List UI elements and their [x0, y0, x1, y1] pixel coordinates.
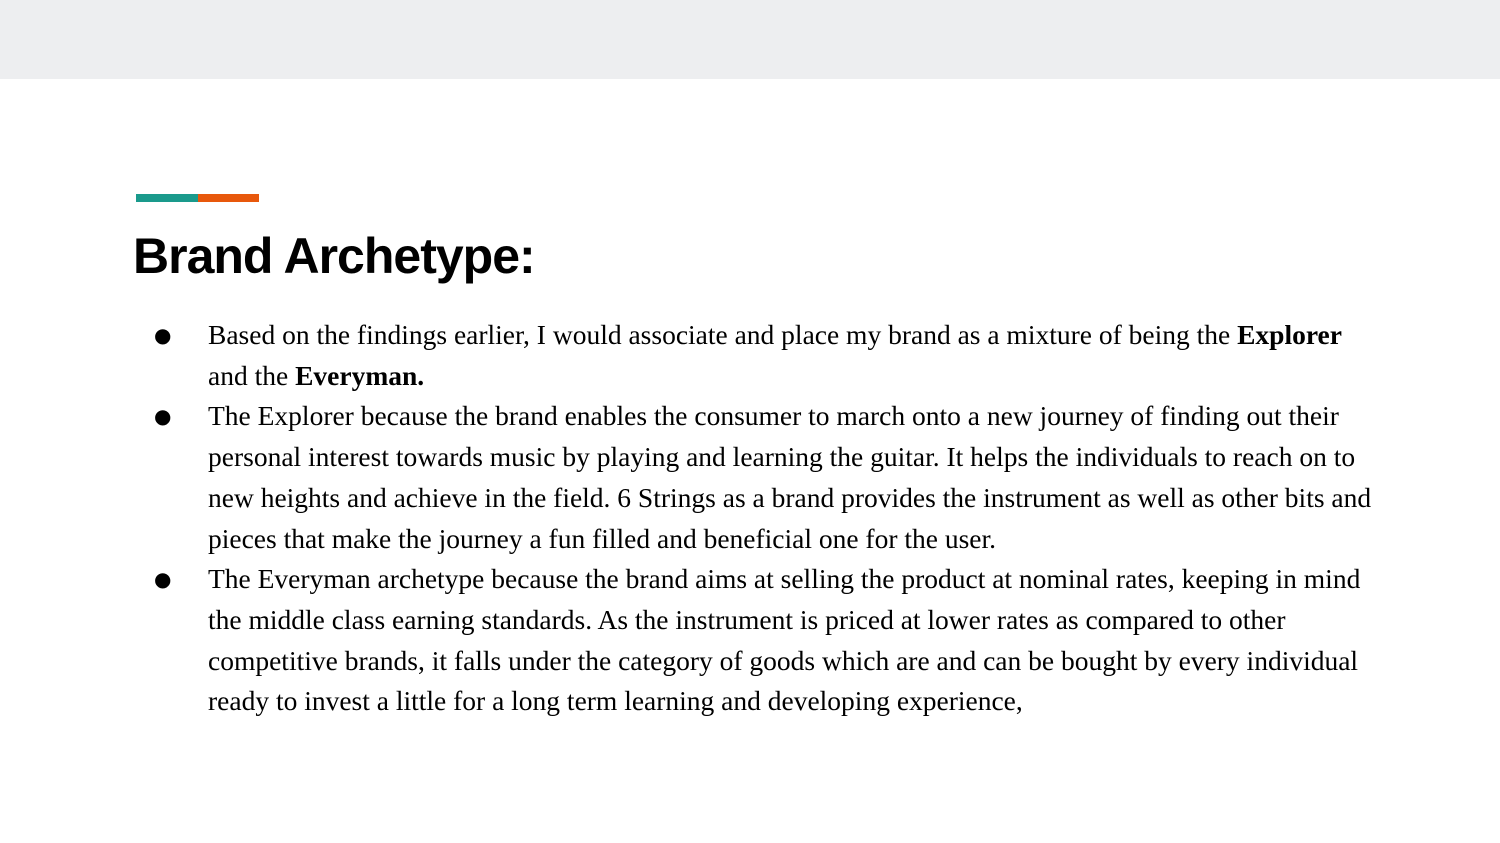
bullet-1-text-middle: and the — [208, 359, 296, 391]
accent-orange-segment — [198, 194, 259, 202]
bullet-item-explorer — [150, 396, 1380, 559]
bullet-1-everyman-term: Everyman. — [295, 359, 425, 391]
accent-teal-segment — [136, 194, 198, 202]
bullet-3-text: The Everyman archetype because the brand aims at selling the product at nominal rates, keeping in mind the middle class earning standards. As the instrument is priced at lower rates as compared to other competitive brands, it falls under the category of goods which are and can be bought by every individual ready to invest a little for a long term learning and developing experience, — [208, 563, 1361, 717]
title-accent-bar — [136, 194, 259, 202]
bullet-dot-icon: ● — [154, 323, 172, 347]
bullet-1-text-start: Based on the findings earlier, I would associate and place my brand as a mixture of being the — [208, 319, 1238, 350]
slide-title: Brand Archetype: — [133, 228, 535, 284]
bullet-1-explorer-term: Explorer — [1237, 319, 1342, 350]
bullet-item-everyman — [150, 559, 1380, 722]
top-band — [0, 0, 1500, 79]
bullet-list — [150, 315, 1380, 722]
bullet-dot-icon: ● — [154, 567, 172, 592]
bullet-item-explorer-everyman — [150, 315, 1380, 396]
bullet-dot-icon: ● — [154, 404, 172, 429]
bullet-2-text: The Explorer because the brand enables the consumer to march onto a new journey of finding out their personal interest towards music by playing and learning the guitar. It helps the individuals to reach on to new heights and achieve in the field. 6 Strings as a brand provides the instrument as well as other bits and pieces that make the journey a fun filled and beneficial one for the user. — [208, 400, 1372, 554]
slide — [0, 79, 1500, 843]
